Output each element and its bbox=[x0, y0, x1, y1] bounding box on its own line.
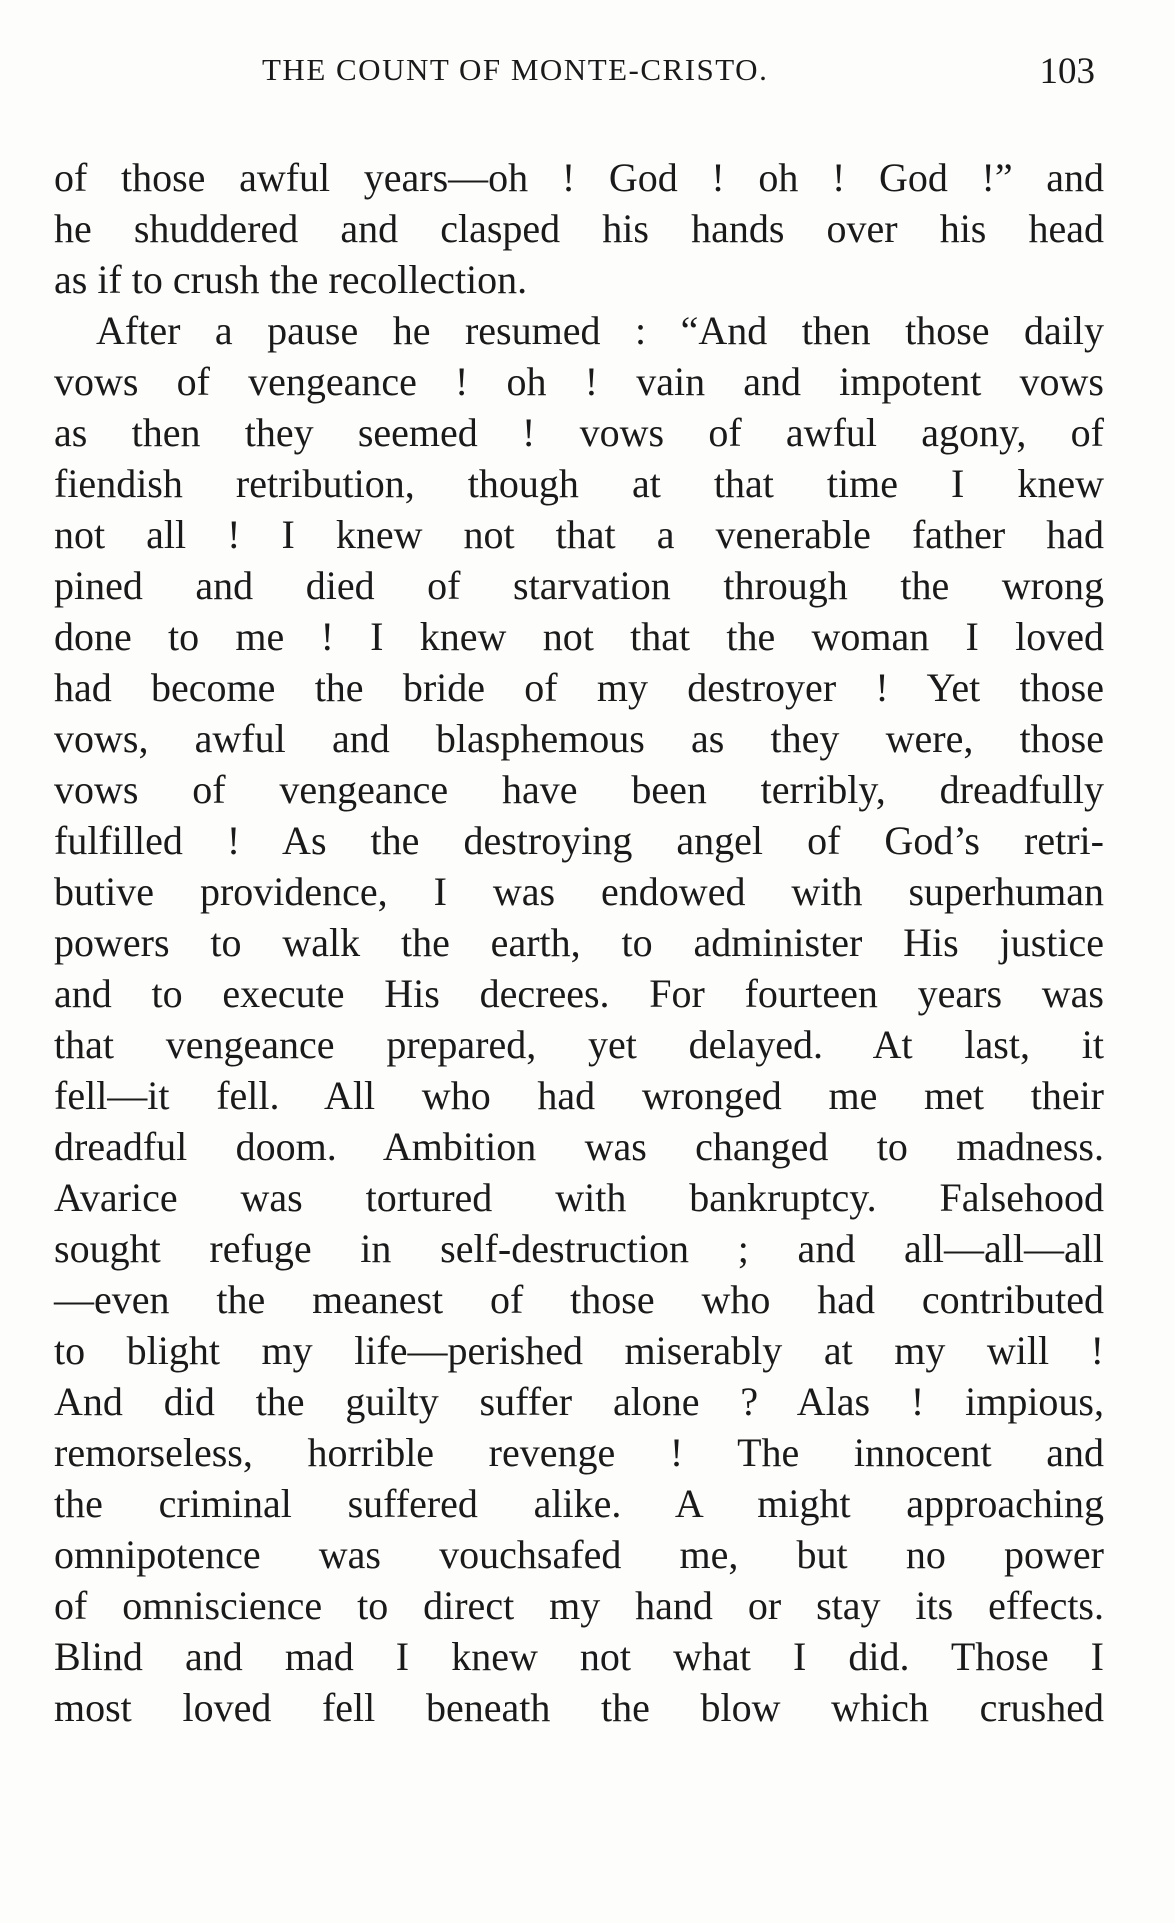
text-line: to blight my life—perished miserably at my will ! bbox=[54, 1328, 1104, 1373]
text-line: fulfilled ! As the destroying angel of God’s retri- bbox=[54, 818, 1104, 863]
page-number: 103 bbox=[1039, 51, 1095, 92]
text-line: dreadful doom. Ambition was changed to madness. bbox=[54, 1124, 1104, 1169]
text-line: he shuddered and clasped his hands over his head bbox=[54, 206, 1104, 251]
text-line: omnipotence was vouchsafed me, but no power bbox=[54, 1532, 1104, 1577]
text-line: powers to walk the earth, to administer His justice bbox=[54, 920, 1104, 965]
text-line: butive providence, I was endowed with superhuman bbox=[54, 869, 1104, 914]
body-text bbox=[54, 152, 1104, 1733]
paragraph-start-line: After a pause he resumed : “And then those daily bbox=[96, 308, 1104, 353]
text-line: not all ! I knew not that a venerable father had bbox=[54, 512, 1104, 557]
text-line: sought refuge in self-destruction ; and all—all—all bbox=[54, 1226, 1104, 1271]
text-line: vows, awful and blasphemous as they were, those bbox=[54, 716, 1104, 761]
text-line: as if to crush the recollection. bbox=[54, 257, 528, 302]
text-line: had become the bride of my destroyer ! Yet those bbox=[54, 665, 1104, 710]
text-line: fell—it fell. All who had wronged me met their bbox=[54, 1073, 1104, 1118]
text-line: vows of vengeance have been terribly, dreadfully bbox=[54, 767, 1104, 812]
text-line: of those awful years—oh ! God ! oh ! God !” and bbox=[54, 155, 1104, 200]
text-line: that vengeance prepared, yet delayed. At last, it bbox=[54, 1022, 1104, 1067]
text-line: most loved fell beneath the blow which crushed bbox=[54, 1685, 1104, 1730]
text-line: Blind and mad I knew not what I did. Those I bbox=[54, 1634, 1104, 1679]
text-line: as then they seemed ! vows of awful agony, of bbox=[54, 410, 1104, 455]
text-line: the criminal suffered alike. A might approaching bbox=[54, 1481, 1104, 1526]
text-line: —even the meanest of those who had contributed bbox=[54, 1277, 1104, 1322]
text-line: and to execute His decrees. For fourteen years was bbox=[54, 971, 1104, 1016]
text-line: And did the guilty suffer alone ? Alas ! impious, bbox=[54, 1379, 1104, 1424]
text-line: fiendish retribution, though at that time I knew bbox=[54, 461, 1104, 506]
text-line: Avarice was tortured with bankruptcy. Falsehood bbox=[54, 1175, 1104, 1220]
text-line: pined and died of starvation through the wrong bbox=[54, 563, 1104, 608]
text-line: vows of vengeance ! oh ! vain and impotent vows bbox=[54, 359, 1104, 404]
running-head-title: THE COUNT OF MONTE-CRISTO. bbox=[262, 52, 769, 87]
text-line: remorseless, horrible revenge ! The innocent and bbox=[54, 1430, 1104, 1475]
text-line: of omniscience to direct my hand or stay its effects. bbox=[54, 1583, 1104, 1628]
text-line: done to me ! I knew not that the woman I loved bbox=[54, 614, 1104, 659]
